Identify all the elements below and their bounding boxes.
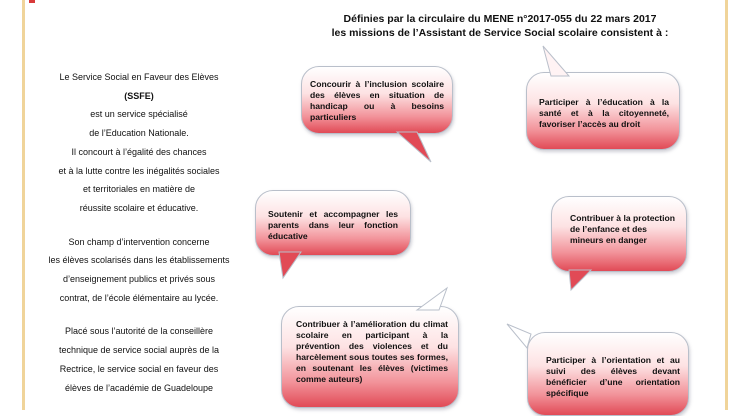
autorite-line: technique de service social auprès de la bbox=[58, 345, 220, 356]
intro-line: et territoriales en matière de bbox=[82, 184, 196, 195]
mission-bubble-sante bbox=[526, 72, 680, 150]
intro-text bbox=[39, 68, 239, 397]
mission-bubble-inclusion bbox=[301, 66, 453, 134]
intro-acronym: (SSFE) bbox=[124, 90, 154, 101]
autorite-line: Rectrice, le service social en faveur des bbox=[59, 363, 219, 374]
champ-line: Son champ d’intervention concerne bbox=[68, 236, 210, 247]
champ-line: contrat, de l’école élémentaire au lycée. bbox=[59, 292, 219, 303]
bubble-tail bbox=[275, 250, 315, 280]
intro-line: Le Service Social en Faveur des Elèves bbox=[59, 72, 219, 82]
mission-text: Contribuer à l’amélioration du climat scolaire en participant à la prévention des violences et du harcèlement sous toutes ses formes, en soutenant les élèves (victimes comme auteurs) bbox=[296, 319, 448, 384]
intro-line: Il concourt à l’égalité des chances bbox=[71, 146, 207, 157]
mission-text: Participer à l’éducation à la santé et à la citoyenneté, favoriser l’accès au droit bbox=[539, 97, 669, 129]
bubble-tail bbox=[565, 268, 605, 292]
mission-text: Concourir à l’inclusion scolaire des élèves en situation de handicap ou à besoins particuliers bbox=[310, 79, 444, 122]
intro-line: de l’Education Nationale. bbox=[89, 128, 189, 139]
mission-bubble-protection bbox=[551, 196, 687, 272]
mission-text: Participer à l’orientation et au suivi des élèves devant bénéficier d’une orientation spécifique bbox=[546, 355, 680, 398]
mission-text: Contribuer à la protection de l’enfance et des mineurs en danger bbox=[570, 213, 676, 245]
mission-bubble-parents bbox=[255, 190, 411, 256]
intro-line: et à la lutte contre les inégalités sociales bbox=[58, 165, 220, 176]
document-page bbox=[22, 0, 728, 410]
mission-bubble-climat bbox=[281, 306, 459, 408]
autorite-line: Placé sous l’autorité de la conseillère bbox=[64, 326, 214, 337]
mission-bubble-orientation bbox=[527, 332, 689, 416]
mission-text: Soutenir et accompagner les parents dans leur fonction éducative bbox=[268, 209, 398, 241]
intro-line: est un service spécialisé bbox=[90, 109, 188, 120]
corner-mark bbox=[29, 0, 35, 3]
champ-line: d’enseignement publics et privés sous bbox=[62, 274, 216, 285]
header-line-2: les missions de l’Assistant de Service Social scolaire consistent à : bbox=[331, 27, 669, 39]
champ-line: les élèves scolarisés dans les établissements bbox=[48, 255, 230, 266]
header bbox=[290, 12, 710, 40]
intro-line: réussite scolaire et éducative. bbox=[79, 202, 199, 213]
bubble-tail bbox=[403, 286, 453, 312]
bubble-tail bbox=[539, 44, 579, 78]
autorite-line: élèves de l’académie de Guadeloupe bbox=[64, 382, 214, 393]
header-line-1: Définies par la circulaire du MENE n°2017-055 du 22 mars 2017 bbox=[343, 13, 657, 25]
bubble-tail bbox=[503, 320, 543, 350]
bubble-tail bbox=[395, 130, 435, 164]
